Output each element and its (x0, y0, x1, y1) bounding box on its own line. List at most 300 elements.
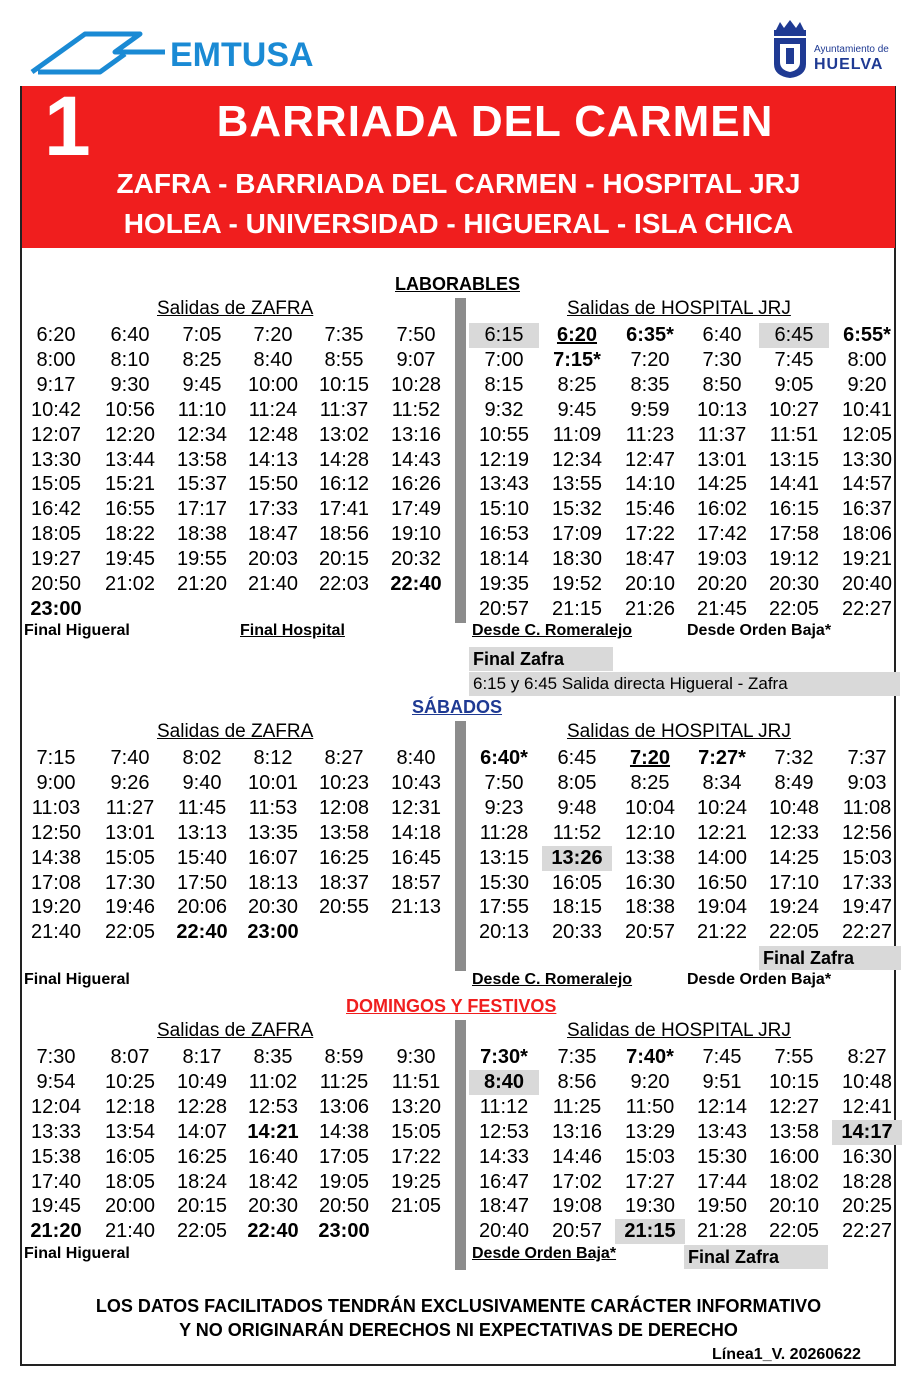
zafra-departure-time: 7:15 (36, 747, 76, 769)
hospital-departure-time: 6:40 (702, 324, 742, 346)
hospital-departure-time: 6:15 (469, 323, 539, 348)
zafra-departure-time: 16:07 (247, 846, 299, 869)
hospital-departure-time: 17:33 (841, 871, 893, 894)
zafra-departure-time: 23:00 (247, 921, 299, 944)
hospital-departure-time: 20:10 (768, 1195, 820, 1218)
zafra-departure-time: 20:50 (30, 573, 82, 595)
emtusa-wordmark: EMTUSA (170, 36, 314, 74)
hospital-departure-time: 18:30 (551, 548, 603, 571)
hospital-departure-time: 18:38 (624, 896, 676, 919)
zafra-departure-time: 10:01 (247, 771, 299, 794)
hospital-departure-time: 12:34 (551, 448, 603, 471)
zafra-departure-time: 14:28 (318, 448, 370, 471)
hospital-departure-time: 7:45 (774, 348, 814, 371)
hospital-departure-time: 13:01 (696, 448, 748, 471)
zafra-departure-time: 15:40 (176, 846, 228, 869)
zafra-departure-time: 12:04 (30, 1095, 82, 1118)
hospital-departure-time: 18:15 (551, 896, 603, 919)
hospital-departure-time: 20:57 (551, 1220, 603, 1243)
hospital-departure-time: 9:51 (702, 1070, 742, 1093)
hospital-departure-time: 7:45 (702, 1046, 742, 1068)
zafra-departure-time: 23:00 (318, 1220, 370, 1243)
zafra-departure-time: 9:17 (36, 373, 76, 396)
hospital-departure-time: 17:02 (551, 1170, 603, 1193)
zafra-departure-time: 15:21 (104, 473, 156, 496)
hospital-departure-time: 19:47 (841, 896, 893, 919)
zafra-departure-time: 12:53 (247, 1095, 299, 1118)
hospital-departure-time: 21:28 (696, 1220, 748, 1243)
hospital-departure-time: 12:14 (696, 1095, 748, 1118)
zafra-departure-time: 9:26 (110, 771, 150, 794)
hospital-departure-time: 19:08 (551, 1195, 603, 1218)
hospital-departure-time: 9:45 (557, 398, 597, 421)
hospital-departure-time: 17:58 (768, 523, 820, 546)
zafra-departure-time: 11:03 (31, 796, 81, 819)
zafra-departure-time: 17:33 (247, 498, 299, 521)
hospital-departure-time: 13:38 (624, 846, 676, 869)
zafra-departure-time: 12:34 (176, 423, 228, 446)
hospital-departure-time: 17:09 (551, 523, 603, 546)
zafra-departure-time: 11:52 (391, 398, 441, 421)
hospital-departures-header: Salidas de HOSPITAL JRJ (567, 1020, 791, 1041)
hospital-departure-time: 11:51 (769, 423, 819, 446)
hospital-departure-time: 6:40* (480, 747, 528, 769)
hospital-departure-time: 14:41 (768, 473, 820, 496)
zafra-departure-time: 19:25 (390, 1170, 442, 1193)
hospital-departure-time: 21:26 (624, 597, 676, 620)
hospital-departure-time: 12:27 (768, 1095, 820, 1118)
hospital-departure-time: 9:23 (484, 796, 524, 819)
hospital-departure-time: 7:30* (480, 1046, 528, 1068)
hospital-departure-time: 6:35* (626, 324, 674, 346)
hospital-departure-time: 8:35 (630, 373, 670, 396)
zafra-departure-time: 20:30 (247, 896, 299, 919)
hospital-departure-time: 19:52 (551, 573, 603, 595)
zafra-legend-note: Final Higueral (24, 1245, 130, 1262)
hospital-departure-time: 18:28 (841, 1170, 893, 1193)
hospital-departure-time: 16:30 (841, 1145, 893, 1168)
hospital-departure-time: 11:12 (479, 1095, 529, 1118)
hospital-departure-time: 12:21 (696, 821, 748, 844)
hospital-departure-time: 12:33 (768, 821, 820, 844)
hospital-departure-time: 20:57 (478, 597, 530, 620)
hospital-departure-time: 17:27 (624, 1170, 676, 1193)
route-name: BARRIADA DEL CARMEN (216, 97, 774, 146)
hospital-departure-time: 14:00 (696, 846, 748, 869)
hospital-departure-time: 14:25 (696, 473, 748, 496)
hospital-departure-time: 16:02 (696, 498, 748, 521)
zafra-departure-time: 17:40 (30, 1170, 82, 1193)
hospital-departure-time: 8:25 (630, 771, 670, 794)
hospital-legend-note: Final Zafra (469, 647, 613, 671)
zafra-departure-time: 23:00 (30, 597, 82, 620)
route-number: 1 (44, 79, 91, 173)
hospital-departure-time: 20:10 (624, 573, 676, 595)
zafra-departure-time: 13:58 (176, 448, 228, 471)
hospital-departure-time: 21:45 (696, 597, 748, 620)
zafra-departure-time: 11:24 (248, 398, 298, 421)
council-label: Ayuntamiento de (814, 44, 889, 55)
hospital-departure-time: 16:47 (478, 1170, 530, 1193)
hospital-departure-time: 12:05 (841, 423, 893, 446)
zafra-departure-time: 9:45 (182, 373, 222, 396)
hospital-departure-time: 8:40 (469, 1070, 539, 1095)
zafra-departure-time: 8:07 (110, 1046, 150, 1068)
zafra-departure-time: 13:44 (104, 448, 156, 471)
zafra-departure-time: 13:20 (390, 1095, 442, 1118)
zafra-departure-time: 15:05 (30, 473, 82, 496)
zafra-departure-time: 16:42 (30, 498, 82, 521)
zafra-departure-time: 15:38 (30, 1145, 82, 1168)
hospital-departure-time: 11:08 (842, 796, 892, 819)
zafra-departure-time: 15:05 (390, 1120, 442, 1143)
route-stops-line-2: HOLEA - UNIVERSIDAD - HIGUERAL - ISLA CHICA (123, 208, 794, 239)
hospital-departure-time: 10:48 (841, 1070, 893, 1093)
hospital-departure-time: 6:55* (843, 324, 891, 346)
hospital-departure-time: 8:27 (847, 1046, 887, 1068)
hospital-departure-time: 16:00 (768, 1145, 820, 1168)
hospital-departure-time: 21:15 (551, 597, 603, 620)
zafra-departure-time: 7:20 (253, 324, 293, 346)
zafra-departure-time: 16:05 (104, 1145, 156, 1168)
zafra-departure-time: 18:47 (247, 523, 299, 546)
zafra-departure-time: 12:48 (247, 423, 299, 446)
zafra-departure-time: 22:40 (390, 573, 442, 595)
hospital-departure-time: 15:30 (696, 1145, 748, 1168)
zafra-departure-time: 18:42 (247, 1170, 299, 1193)
zafra-departure-time: 22:40 (176, 921, 228, 944)
hospital-departure-time: 20:57 (624, 921, 676, 944)
hospital-departure-time: 14:17 (832, 1120, 902, 1145)
zafra-departure-time: 19:55 (176, 548, 228, 571)
hospital-departure-time: 20:40 (478, 1220, 530, 1243)
zafra-departure-time: 16:40 (247, 1145, 299, 1168)
zafra-departure-time: 13:33 (30, 1120, 82, 1143)
hospital-departure-time: 19:50 (696, 1195, 748, 1218)
zafra-departure-time: 9:40 (182, 771, 222, 794)
zafra-departure-time: 19:27 (30, 548, 82, 571)
hospital-departure-time: 17:55 (478, 896, 530, 919)
hospital-departure-time: 7:27* (698, 747, 746, 769)
hospital-departure-time: 8:25 (557, 373, 597, 396)
zafra-departure-time: 11:37 (319, 398, 369, 421)
hospital-departure-time: 22:27 (841, 1220, 893, 1243)
zafra-departure-time: 14:38 (30, 846, 82, 869)
disclaimer (22, 1294, 895, 1342)
zafra-departures-header: Salidas de ZAFRA (157, 1020, 314, 1041)
hospital-departure-time: 7:20 (629, 747, 671, 769)
zafra-departure-time: 7:05 (182, 324, 222, 346)
hospital-departure-time: 8:00 (847, 348, 887, 371)
zafra-departure-time: 22:40 (247, 1220, 299, 1243)
hospital-departure-time: 7:35 (557, 1046, 597, 1068)
zafra-departure-time: 12:50 (30, 821, 82, 844)
hospital-departure-time: 11:50 (625, 1095, 675, 1118)
hospital-departure-time: 19:24 (768, 896, 820, 919)
hospital-departure-time: 18:14 (478, 548, 530, 571)
zafra-departures-header: Salidas de ZAFRA (157, 721, 314, 742)
zafra-departure-time: 19:46 (104, 896, 156, 919)
hospital-departure-time: 11:52 (552, 821, 602, 844)
hospital-departure-time: 19:12 (768, 548, 820, 571)
hospital-departure-time: 13:55 (551, 473, 603, 496)
hospital-departure-time: 22:05 (768, 921, 820, 944)
zafra-departure-time: 11:53 (248, 796, 298, 819)
zafra-departure-time: 13:35 (247, 821, 299, 844)
disclaimer-line-1: LOS DATOS FACILITADOS TENDRÁN EXCLUSIVAMENTE CARÁCTER INFORMATIVO (95, 1296, 822, 1316)
zafra-departure-time: 12:20 (104, 423, 156, 446)
zafra-departure-time: 18:05 (30, 523, 82, 546)
hospital-departure-time: 8:34 (702, 771, 742, 794)
hospital-departure-time: 9:20 (630, 1070, 670, 1093)
hospital-departure-time: 7:15* (553, 348, 601, 371)
zafra-departure-time: 8:40 (253, 348, 293, 371)
zafra-departure-time: 10:15 (318, 373, 370, 396)
column-divider (455, 1020, 466, 1270)
zafra-departure-time: 11:25 (319, 1070, 369, 1093)
zafra-departure-time: 14:07 (176, 1120, 228, 1143)
hospital-departure-time: 8:05 (557, 771, 597, 794)
zafra-departure-time: 16:55 (104, 498, 156, 521)
zafra-departure-time: 6:20 (36, 324, 76, 346)
hospital-departure-time: 19:21 (841, 548, 893, 571)
hospital-departure-time: 14:46 (551, 1145, 603, 1168)
hospital-departure-time: 11:28 (479, 821, 529, 844)
hospital-departure-time: 14:33 (478, 1145, 530, 1168)
zafra-departure-time: 18:57 (390, 871, 442, 894)
hospital-departure-time: 7:20 (630, 348, 670, 371)
hospital-departure-time: 20:33 (551, 921, 603, 944)
zafra-departure-time: 18:37 (318, 871, 370, 894)
zafra-departure-time: 7:30 (36, 1046, 76, 1068)
zafra-departure-time: 16:45 (390, 846, 442, 869)
hospital-departure-time: 16:15 (768, 498, 820, 521)
zafra-departure-time: 21:13 (390, 896, 442, 919)
hospital-departure-time: 13:43 (478, 473, 530, 496)
hospital-departure-time: 7:00 (484, 348, 524, 371)
hospital-departure-time: 8:15 (484, 373, 524, 396)
hospital-departure-time: 13:30 (841, 448, 893, 471)
zafra-departure-time: 18:24 (176, 1170, 228, 1193)
zafra-departure-time: 13:16 (390, 423, 442, 446)
hospital-departure-time: 22:27 (841, 921, 893, 944)
zafra-departure-time: 15:05 (104, 846, 156, 869)
hospital-departure-time: 13:15 (478, 846, 530, 869)
zafra-departure-time: 21:40 (247, 573, 299, 595)
zafra-departure-time: 11:02 (248, 1070, 298, 1093)
zafra-departure-time: 18:05 (104, 1170, 156, 1193)
zafra-departure-time: 19:10 (390, 523, 442, 546)
hospital-departure-time: 15:10 (478, 498, 530, 521)
hospital-departure-time: 8:49 (774, 771, 814, 794)
hospital-departure-time: 7:50 (484, 771, 524, 794)
zafra-departure-time: 22:05 (176, 1220, 228, 1243)
hospital-departure-time: 20:25 (841, 1195, 893, 1218)
zafra-departure-time: 10:00 (247, 373, 299, 396)
zafra-departure-time: 21:20 (30, 1220, 82, 1243)
zafra-departure-time: 14:38 (318, 1120, 370, 1143)
zafra-departure-time: 9:00 (36, 771, 76, 794)
zafra-departure-time: 8:10 (110, 348, 150, 371)
hospital-legend-note: Desde Orden Baja* (687, 971, 832, 988)
hospital-legend-note: 6:15 y 6:45 Salida directa Higueral - Zafra (469, 672, 900, 696)
hospital-departure-time: 13:43 (696, 1120, 748, 1143)
hospital-departure-time: 17:22 (624, 523, 676, 546)
column-divider (455, 298, 466, 623)
hospital-departure-time: 8:50 (702, 373, 742, 396)
hospital-departure-time: 7:32 (774, 747, 814, 769)
hospital-legend-note: Final Zafra (684, 1245, 828, 1269)
zafra-departure-time: 7:50 (396, 324, 436, 346)
zafra-departure-time: 8:25 (182, 348, 222, 371)
hospital-departure-time: 17:10 (768, 871, 820, 894)
hospital-departure-time: 17:42 (696, 523, 748, 546)
hospital-departure-time: 19:03 (696, 548, 748, 571)
hospital-departure-time: 22:27 (841, 597, 893, 620)
zafra-departure-time: 7:35 (324, 324, 364, 346)
hospital-departure-time: 12:10 (624, 821, 676, 844)
hospital-departure-time: 10:13 (696, 398, 748, 421)
zafra-departure-time: 10:43 (390, 771, 442, 794)
zafra-departure-time: 13:30 (30, 448, 82, 471)
zafra-departure-time: 11:10 (177, 398, 227, 421)
council-city: HUELVA (814, 56, 884, 73)
section-title: LABORABLES (395, 274, 520, 294)
zafra-departure-time: 17:22 (390, 1145, 442, 1168)
zafra-departure-time: 12:07 (30, 423, 82, 446)
zafra-departure-time: 17:30 (104, 871, 156, 894)
hospital-departure-time: 15:46 (624, 498, 676, 521)
zafra-departure-time: 13:13 (176, 821, 228, 844)
hospital-departure-time: 7:40* (626, 1046, 674, 1068)
zafra-departure-time: 18:22 (104, 523, 156, 546)
hospital-departure-time: 14:57 (841, 473, 893, 496)
zafra-departure-time: 20:00 (104, 1195, 156, 1218)
hospital-departure-time: 7:55 (774, 1046, 814, 1068)
zafra-departure-time: 8:55 (324, 348, 364, 371)
hospital-departure-time: 15:03 (841, 846, 893, 869)
zafra-departure-time: 22:05 (104, 921, 156, 944)
hospital-departure-time: 12:19 (478, 448, 530, 471)
zafra-departure-time: 13:01 (104, 821, 156, 844)
hospital-departure-time: 20:30 (768, 573, 820, 595)
zafra-departure-time: 13:58 (318, 821, 370, 844)
zafra-departure-time: 12:18 (104, 1095, 156, 1118)
zafra-departure-time: 14:13 (247, 448, 299, 471)
hospital-departure-time: 22:05 (768, 1220, 820, 1243)
zafra-departure-time: 19:45 (30, 1195, 82, 1218)
hospital-departure-time: 6:45 (759, 323, 829, 348)
zafra-departure-time: 13:02 (318, 423, 370, 446)
hospital-departure-time: 14:25 (768, 846, 820, 869)
hospital-departure-time: 20:20 (696, 573, 748, 595)
zafra-departure-time: 13:06 (318, 1095, 370, 1118)
zafra-departure-time: 8:35 (253, 1046, 293, 1068)
hospital-legend-note: Desde Orden Baja* (472, 1245, 617, 1262)
zafra-departure-time: 10:25 (104, 1070, 156, 1093)
zafra-departure-time: 10:49 (176, 1070, 228, 1093)
zafra-departure-time: 8:02 (182, 747, 222, 769)
zafra-departure-time: 19:45 (104, 548, 156, 571)
zafra-departure-time: 17:41 (318, 498, 370, 521)
hospital-departures-header: Salidas de HOSPITAL JRJ (567, 721, 791, 742)
zafra-departure-time: 21:20 (176, 573, 228, 595)
zafra-departure-time: 17:05 (318, 1145, 370, 1168)
zafra-departure-time: 21:40 (30, 921, 82, 944)
hospital-departure-time: 6:45 (557, 747, 597, 769)
hospital-departure-time: 9:05 (774, 373, 814, 396)
zafra-departure-time: 16:25 (318, 846, 370, 869)
hospital-departure-time: 18:47 (478, 1195, 530, 1218)
zafra-departure-time: 9:54 (36, 1070, 76, 1093)
zafra-departure-time: 16:25 (176, 1145, 228, 1168)
zafra-departure-time: 10:56 (104, 398, 156, 421)
hospital-departure-time: 16:53 (478, 523, 530, 546)
hospital-departure-time: 19:30 (624, 1195, 676, 1218)
hospital-departure-time: 11:37 (697, 423, 747, 446)
hospital-legend-note: Final Zafra (759, 946, 901, 970)
zafra-departures-header: Salidas de ZAFRA (157, 298, 314, 319)
hospital-departure-time: 20:13 (478, 921, 530, 944)
zafra-departure-time: 11:27 (105, 796, 155, 819)
zafra-departure-time: 19:20 (30, 896, 82, 919)
hospital-departure-time: 11:25 (552, 1095, 602, 1118)
hospital-departure-time: 13:58 (768, 1120, 820, 1143)
zafra-departure-time: 8:27 (324, 747, 364, 769)
hospital-departure-time: 15:32 (551, 498, 603, 521)
zafra-departure-time: 9:30 (396, 1046, 436, 1068)
hospital-departure-time: 10:55 (478, 423, 530, 446)
zafra-departure-time: 10:28 (390, 373, 442, 396)
hospital-departure-time: 13:15 (768, 448, 820, 471)
zafra-departure-time: 17:08 (30, 871, 82, 894)
hospital-departure-time: 14:10 (624, 473, 676, 496)
hospital-departure-time: 9:20 (847, 373, 887, 396)
hospital-departure-time: 13:26 (542, 846, 612, 871)
zafra-legend-note: Final Hospital (240, 622, 345, 639)
zafra-departure-time: 20:15 (176, 1195, 228, 1218)
hospital-departure-time: 21:22 (696, 921, 748, 944)
zafra-departure-time: 12:31 (390, 796, 442, 819)
hospital-departure-time: 17:44 (696, 1170, 748, 1193)
hospital-departure-time: 12:56 (841, 821, 893, 844)
hospital-departure-time: 10:48 (768, 796, 820, 819)
zafra-departure-time: 20:50 (318, 1195, 370, 1218)
hospital-departure-time: 13:16 (551, 1120, 603, 1143)
zafra-departure-time: 20:55 (318, 896, 370, 919)
zafra-departure-time: 8:40 (396, 747, 436, 769)
hospital-departures-header: Salidas de HOSPITAL JRJ (567, 298, 791, 319)
zafra-departure-time: 9:30 (110, 373, 150, 396)
hospital-departure-time: 21:15 (615, 1219, 685, 1244)
zafra-departure-time: 12:08 (318, 796, 370, 819)
hospital-departure-time: 9:48 (557, 796, 597, 819)
zafra-departure-time: 8:17 (182, 1046, 222, 1068)
hospital-departure-time: 16:37 (841, 498, 893, 521)
zafra-departure-time: 13:54 (104, 1120, 156, 1143)
zafra-departure-time: 20:32 (390, 548, 442, 571)
zafra-departure-time: 20:15 (318, 548, 370, 571)
zafra-departure-time: 17:50 (176, 871, 228, 894)
hospital-departure-time: 19:35 (478, 573, 530, 595)
hospital-departure-time: 20:40 (841, 573, 893, 595)
zafra-departure-time: 16:12 (318, 473, 370, 496)
zafra-departure-time: 8:59 (324, 1046, 364, 1068)
zafra-departure-time: 6:40 (110, 324, 150, 346)
zafra-departure-time: 22:03 (318, 573, 370, 595)
zafra-departure-time: 7:40 (110, 747, 150, 769)
hospital-departure-time: 13:29 (624, 1120, 676, 1143)
